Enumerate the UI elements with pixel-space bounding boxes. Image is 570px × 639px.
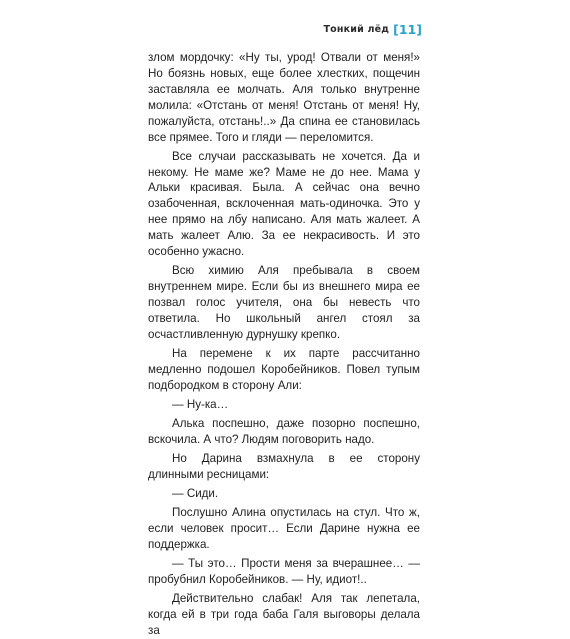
page-number: [11] xyxy=(393,22,422,37)
paragraph: На перемене к их парте рассчитанно медленно подошел Коробейников. Повел тупым подбородком в сторону Али: xyxy=(148,346,420,392)
paragraph: Все случаи рассказывать не хочется. Да и некому. Не маме же? Маме не до нее. Мама у Альки красивая. Была. А сейчас она вечно озабоченная, всклоченная мать-одиночка. Это у нее прямо на лбу написано. Аля мать жалеет. А мать жалеет Алю. За ее некрасивость. И это особенно ужасно. xyxy=(148,149,420,259)
paragraph: Всю химию Аля пребывала в своем внутреннем мире. Если бы из внешнего мира ее позвал голос учителя, она бы невесть что ответила. Но школьный ангел стоял за осчастливленную дурнушку крепко. xyxy=(148,264,420,341)
paragraph: Действительно слабак! Аля так лепетала, когда ей в три года баба Галя выговоры делала за xyxy=(148,591,420,637)
paragraph: злом мордочку: «Ну ты, урод! Отвали от меня!» Но боязнь новых, еще более хлестких, пощечин заставляла ее молчать. Аля только внутренне молила: «Отстань от меня! Отстань от меня! Ну, пожалуйста, отстань!..» Да спина ее становилась все прямее. Того и гляди — переломится. xyxy=(148,51,420,144)
book-title: Тонкий лёд xyxy=(323,24,390,35)
paragraph: Послушно Алина опустилась на стул. Что ж, если человек просит… Если Дарине нужна ее поддержка. xyxy=(148,505,420,551)
running-header xyxy=(323,22,422,37)
paragraph: Алька поспешно, даже позорно поспешно, вскочила. А что? Людям поговорить надо. xyxy=(148,416,420,446)
dialogue-line: — Сиди. xyxy=(172,486,219,500)
dialogue-line: — Ты это… Прости меня за вчерашнее… — пробубнил Коробейников. — Ну, идиот!.. xyxy=(148,556,420,586)
dialogue-line: — Ну-ка… xyxy=(172,397,229,411)
paragraph: Но Дарина взмахнула в ее сторону длинными ресницами: xyxy=(148,451,420,481)
body-text xyxy=(148,50,420,639)
